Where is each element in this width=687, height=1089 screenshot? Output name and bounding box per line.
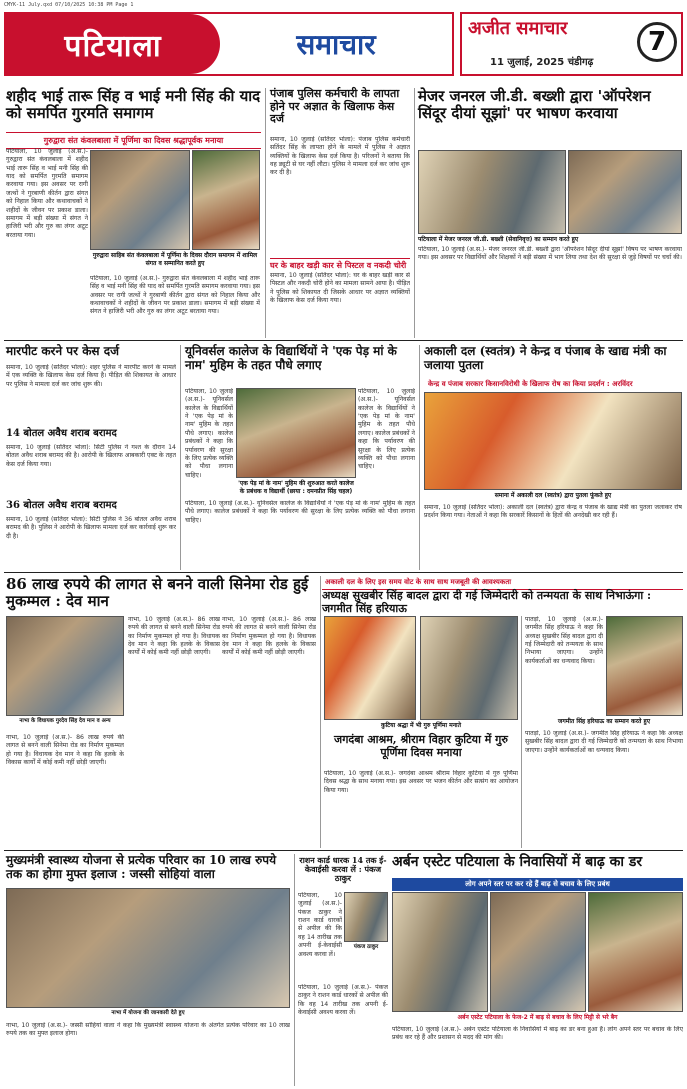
body-s9: पातड़ां, 10 जुलाई (अ.स.)- जगमीत सिंह हरियाऊ ने कहा कि अध्यक्ष सुखबीर सिंह बादल द्वारा दी गई जिम्मेदारी को तन्मयता के साथ निभाया जाएगा। उन्होंने कार्यकर्ताओं का धन्यवाद किया। <box>525 616 603 665</box>
masthead-section: समाचार <box>296 28 376 61</box>
headline-s1: शहीद भाई तारू सिंह व भाई मनी सिंह की याद को समर्पित गुरमति समागम <box>6 87 261 123</box>
column-divider <box>265 88 266 338</box>
body-s10: नाभा, 10 जुलाई (अ.स.)- जस्सी सोहियां वाला ने कहा कि मुख्यमंत्री स्वास्थ्य योजना के अंतर्गत प्रत्येक परिवार का 10 लाख रुपये तक का मुफ्त इलाज होगा। <box>6 1022 290 1038</box>
body-s11: पटियाला, 10 जुलाई (अ.स.)- पंकज ठाकुर ने राशन कार्ड धारकों से अपील की कि वह 14 तारीख तक अपनी ई-केवाईसी अवश्य करवा लें। <box>298 892 342 958</box>
body-s1: पटियाला, 10 जुलाई (अ.स.)- गुरुद्वारा संत कंवलबाला में शहीद भाई तारू सिंह व भाई मनी सिंह की याद को समर्पित गुरमति समागम करवाया गया। इस अवसर पर रागी जत्थों ने गुरबाणी कीर्तन द्वारा संगत को निहाल किया और कथावाचकों ने शहीदों के जीवन पर प्रकाश डाला। समागम में बड़ी संख्या में संगत ने हाजिरी भरी और गुरु का लंगर अटूट बरताया गया। <box>6 148 88 239</box>
caption-s9: जगमीत सिंह हरियाऊ का सम्मान करते हुए <box>557 718 651 725</box>
headline-s4b: 14 बोतल अवैध शराब बरामद <box>6 428 117 439</box>
body-s6: समाना, 10 जुलाई (सतिंदर भोला): अकाली दल (स्वतंत्र) द्वारा केन्द्र व पंजाब के खाद्य मंत्री का पुतला जलाकर रोष प्रदर्शन किया गया। नेताओं ने कहा कि सरकारें किसानों के हितों की अनदेखी कर रही हैं। <box>424 504 682 520</box>
column-divider <box>414 88 415 338</box>
headline-s10: मुख्यमंत्री स्वास्थ्य योजना से प्रत्येक परिवार का 10 लाख रुपये तक का होगा मुफ्त इलाज : जस्सी सोहियां वाला <box>6 853 277 881</box>
photo-s3a <box>418 150 566 234</box>
photo-s12b <box>490 892 586 1012</box>
section-divider <box>4 340 683 341</box>
photo-s7 <box>6 616 124 716</box>
photo-s8a <box>324 616 416 720</box>
headline-s5: यूनिवर्सल कालेज के विद्यार्थियों ने 'एक पेड़ मां के नाम' मुहिम के तहत पौधे लगाए <box>185 344 397 372</box>
photo-s1b <box>192 150 260 250</box>
caption-s1: गुरुद्वारा साहिब संत कंवलबाला में पूर्णिमा के दिवस दौरान समागम में शामिल संगत व सम्मानित करते हुए <box>92 252 258 267</box>
headline-s12: अर्बन एस्टेट पटियाला के निवासियों में बाढ़ का डर <box>392 854 643 870</box>
subhead-s12: लोग अपने स्तर पर कर रहे हैं बाढ़ से बचाव के लिए प्रबंध <box>392 878 683 891</box>
body-s4b: समाना, 10 जुलाई (सतिंदर भोला): सिटी पुलिस ने गश्त के दौरान 14 बोतल अवैध शराब बरामद की है। आरोपी के खिलाफ आबकारी एक्ट के तहत केस दर्ज किया गया। <box>6 444 176 468</box>
headline-s8: जगदंबा आश्रम, श्रीराम विहार कुटिया में गुरु पूर्णिमा दिवस मनाया <box>334 733 508 759</box>
page-number: 7 <box>637 22 677 62</box>
masthead-right <box>460 12 683 76</box>
column-divider <box>521 616 522 848</box>
body-s4: समाना, 10 जुलाई (सतिंदर भोला): शहर पुलिस ने मारपीट करने के मामले में एक व्यक्ति के खिलाफ केस दर्ज किया है। पीड़ित की शिकायत के आधार पर पुलिस ने मामला दर्ज कर जांच शुरू की। <box>6 364 176 388</box>
headline-s11: राशन कार्ड धारक 14 तक ई-केवाईसी करवा लें : पंकज ठाकुर <box>299 855 387 884</box>
column-divider <box>294 854 295 1086</box>
body-s7-col2: नाभा, 10 जुलाई (अ.स.)- 86 लाख रुपये की लागत से बनने वाली सिनेमा रोड का निर्माण मुकम्मल हो गया है। विधायक देव मान ने कहा कि हलके के विकास कार्यों में कोई कमी नहीं छोड़ी जाएगी। <box>128 616 220 657</box>
masthead <box>4 12 683 76</box>
body-s5-cont: पटियाला, 10 जुलाई (अ.स.)- यूनिवर्सल कालेज के विद्यार्थियों ने 'एक पेड़ मां के नाम' मुहिम के तहत पौधे लगाए। कालेज प्रबंधकों ने कहा कि पर्यावरण की सुरक्षा के लिए प्रत्येक व्यक्ति को पौधा लगाना चाहिए। <box>185 500 415 524</box>
body-s12: पटियाला, 10 जुलाई (अ.स.)- अर्बन एस्टेट पटियाला के निवासियों में बाढ़ का डर बना हुआ है। लोग अपने स्तर पर बचाव के लिए प्रबंध कर रहे हैं और प्रशासन से मदद की मांग की। <box>392 1026 683 1042</box>
caption-s7: नाभा के विधायक गुरदेव सिंह देव मान व अन्य <box>19 718 111 724</box>
photo-s12c <box>588 892 683 1012</box>
subhead-s1: गुरुद्वारा संत कंवलबाला में पूर्णिमा का दिवस श्रद्धापूर्वक मनाया <box>6 132 261 149</box>
headline-s9: अध्यक्ष सुखबीर सिंह बादल द्वारा दी गई जिम्मेदारी को तन्मयता के साथ निभाऊंगा : जगमीत सिंह हरियाऊ <box>322 589 652 615</box>
body-s2: समाना, 10 जुलाई (सतिंदर भोला): पंजाब पुलिस कर्मचारी सतिंदर सिंह के लापता होने के मामले में पुलिस ने अज्ञात व्यक्तियों के खिलाफ केस दर्ज किया है। परिजनों ने बताया कि वह ड्यूटी से घर नहीं लौटा। पुलिस ने मामला दर्ज कर जांच शुरू कर दी है। <box>270 136 410 177</box>
headline-s7: 86 लाख रुपये की लागत से बनने वाली सिनेमा रोड हुई मुकम्मल : देव मान <box>6 575 309 611</box>
photo-s11 <box>344 892 388 942</box>
body-s1-cont: पटियाला, 10 जुलाई (अ.स.)- गुरुद्वारा संत कंवलबाला में शहीद भाई तारू सिंह व भाई मनी सिंह की याद को समर्पित गुरमति समागम करवाया गया। इस अवसर पर रागी जत्थों ने गुरबाणी कीर्तन द्वारा संगत को निहाल किया और कथावाचकों ने शहीदों के जीवन पर प्रकाश डाला। समागम में बड़ी संख्या में संगत ने हाजिरी भरी और गुरु का लंगर अटूट बरताया गया। <box>90 275 260 316</box>
photo-s3b <box>568 150 682 234</box>
body-s11-cont: पटियाला, 10 जुलाई (अ.स.)- पंकज ठाकुर ने राशन कार्ड धारकों से अपील की कि वह 14 तारीख तक अपनी ई-केवाईसी अवश्य करवा लें। <box>298 984 388 1017</box>
photo-s8b <box>420 616 518 720</box>
headline-s2b: घर के बाहर खड़ी कार से पिस्टल व नकदी चोरी <box>270 258 410 270</box>
body-s5-right: पटियाला, 10 जुलाई (अ.स.)- यूनिवर्सल कालेज के विद्यार्थियों ने 'एक पेड़ मां के नाम' मुहिम के तहत पौधे लगाए। कालेज प्रबंधकों ने कहा कि पर्यावरण की सुरक्षा के लिए प्रत्येक व्यक्ति को पौधा लगाना चाहिए। <box>358 388 415 471</box>
issue-date: 11 जुलाई, 2025 चंडीगढ़ <box>490 57 594 68</box>
body-s7-col3: नाभा, 10 जुलाई (अ.स.)- 86 लाख रुपये की लागत से बनने वाली सिनेमा रोड का निर्माण मुकम्मल हो गया है। विधायक देव मान ने कहा कि हलके के विकास कार्यों में कोई कमी नहीं छोड़ी जाएगी। <box>222 616 316 657</box>
photo-s6 <box>424 392 682 490</box>
headline-s3: मेजर जनरल जी.डी. बख्शी द्वारा 'ऑपरेशन सिंदूर दीयां सूझां' पर भाषण करवाया <box>418 87 651 123</box>
body-s2b: समाना, 10 जुलाई (सतिंदर भोला): घर के बाहर खड़ी कार से पिस्टल और नकदी चोरी होने का मामला सामने आया है। पीड़ित ने पुलिस को शिकायत दी जिसके आधार पर अज्ञात व्यक्तियों के खिलाफ केस दर्ज किया गया। <box>270 272 410 305</box>
body-s4c: समाना, 10 जुलाई (सतिंदर भोला): सिटी पुलिस ने 36 बोतल अवैध शराब बरामद की है। पुलिस ने आरोपी के खिलाफ मामला दर्ज कर कार्रवाई शुरू कर दी है। <box>6 516 176 540</box>
brand-logo: अजीत समाचार <box>468 18 568 39</box>
column-divider <box>320 576 321 848</box>
photo-s12a <box>392 892 488 1012</box>
caption-s11: पंकज ठाकुर <box>353 944 379 950</box>
body-s7: नाभा, 10 जुलाई (अ.स.)- 86 लाख रुपये की लागत से बनने वाली सिनेमा रोड का निर्माण मुकम्मल हो गया है। विधायक देव मान ने कहा कि हलके के विकास कार्यों में कोई कमी नहीं छोड़ी जाएगी। <box>6 734 124 767</box>
photo-s1a <box>90 150 190 250</box>
photo-s10 <box>6 888 290 1008</box>
caption-s6: समाना में अकाली दल (स्वतंत्र) द्वारा पुतला फूंकते हुए <box>494 492 612 499</box>
section-divider <box>4 850 683 851</box>
photo-s9 <box>606 616 683 716</box>
masthead-left <box>4 12 454 76</box>
printer-slug: CMYK-11 July.qxd 07/10/2025 10:38 PM Page 1 <box>4 2 134 8</box>
body-s3: पटियाला, 10 जुलाई (अ.स.)- मेजर जनरल जी.डी. बख्शी द्वारा 'ऑपरेशन सिंदूर दीयां सूझां' विषय पर भाषण करवाया गया। इस अवसर पर विद्यार्थियों और शिक्षकों ने बड़ी संख्या में भाग लिया तथा देश की सुरक्षा से जुड़े विषयों पर चर्चा की। <box>418 246 682 262</box>
body-s9-cont: पातड़ां, 10 जुलाई (अ.स.)- जगमीत सिंह हरियाऊ ने कहा कि अध्यक्ष सुखबीर सिंह बादल द्वारा दी गई जिम्मेदारी को तन्मयता के साथ निभाया जाएगा। उन्होंने कार्यकर्ताओं का धन्यवाद किया। <box>525 730 683 754</box>
body-s5: पटियाला, 10 जुलाई (अ.स.)- यूनिवर्सल कालेज के विद्यार्थियों ने 'एक पेड़ मां के नाम' मुहिम के तहत पौधे लगाए। कालेज प्रबंधकों ने कहा कि पर्यावरण की सुरक्षा के लिए प्रत्येक व्यक्ति को पौधा लगाना चाहिए। <box>185 388 233 479</box>
section-divider <box>4 572 683 573</box>
photo-s5a <box>236 388 356 478</box>
caption-s3: पटियाला में मेजर जनरल जी.डी. बख्शी (सेवानिवृत्त) का सम्मान करते हुए <box>418 236 579 243</box>
banner-s9: अकाली दल के लिए इस समय वोट के साथ साथ मजबूती की आवश्यकता <box>322 576 683 590</box>
headline-s4: मारपीट करने पर केस दर्ज <box>6 344 119 358</box>
body-s8: पटियाला, 10 जुलाई (अ.स.)- जगदंबा आश्रम श्रीराम विहार कुटिया में गुरु पूर्णिमा दिवस श्रद्धा के साथ मनाया गया। इस अवसर पर भजन कीर्तन और सत्संग का आयोजन किया गया। <box>324 770 518 794</box>
headline-s4c: 36 बोतल अवैध शराब बरामद <box>6 500 117 511</box>
subhead-s6: केन्द्र व पंजाब सरकार किसानविरोधी के खिलाफ रोष का किया प्रदर्शन : अरविंदर <box>424 378 682 391</box>
headline-s6: अकाली दल (स्वतंत्र) ने केन्द्र व पंजाब के खाद्य मंत्री का जलाया पुतला <box>424 344 667 372</box>
headline-s2: पंजाब पुलिस कर्मचारी के लापता होने पर अज्ञात के खिलाफ केस दर्ज <box>270 87 400 126</box>
caption-s12: अर्बन एस्टेट पटियाला के फेज-2 में बाढ़ से बचाव के लिए मिट्टी से भरे बैग <box>457 1014 618 1021</box>
caption-s10: नाभा में योजना की जानकारी देते हुए <box>111 1010 185 1016</box>
caption-s8: कुटिया श्रद्धा में भी गुरु पूर्णिमा मनाते <box>380 722 461 729</box>
column-divider <box>180 345 181 570</box>
column-divider <box>419 345 420 570</box>
caption-s5: 'एक पेड़ मां के नाम' मुहिम की शुरुआत करते कालेज के प्रबंधक व विद्यार्थी (छाया : दमनप्रीत सिंह चहल) <box>238 480 354 495</box>
masthead-city: पटियाला <box>6 14 220 74</box>
